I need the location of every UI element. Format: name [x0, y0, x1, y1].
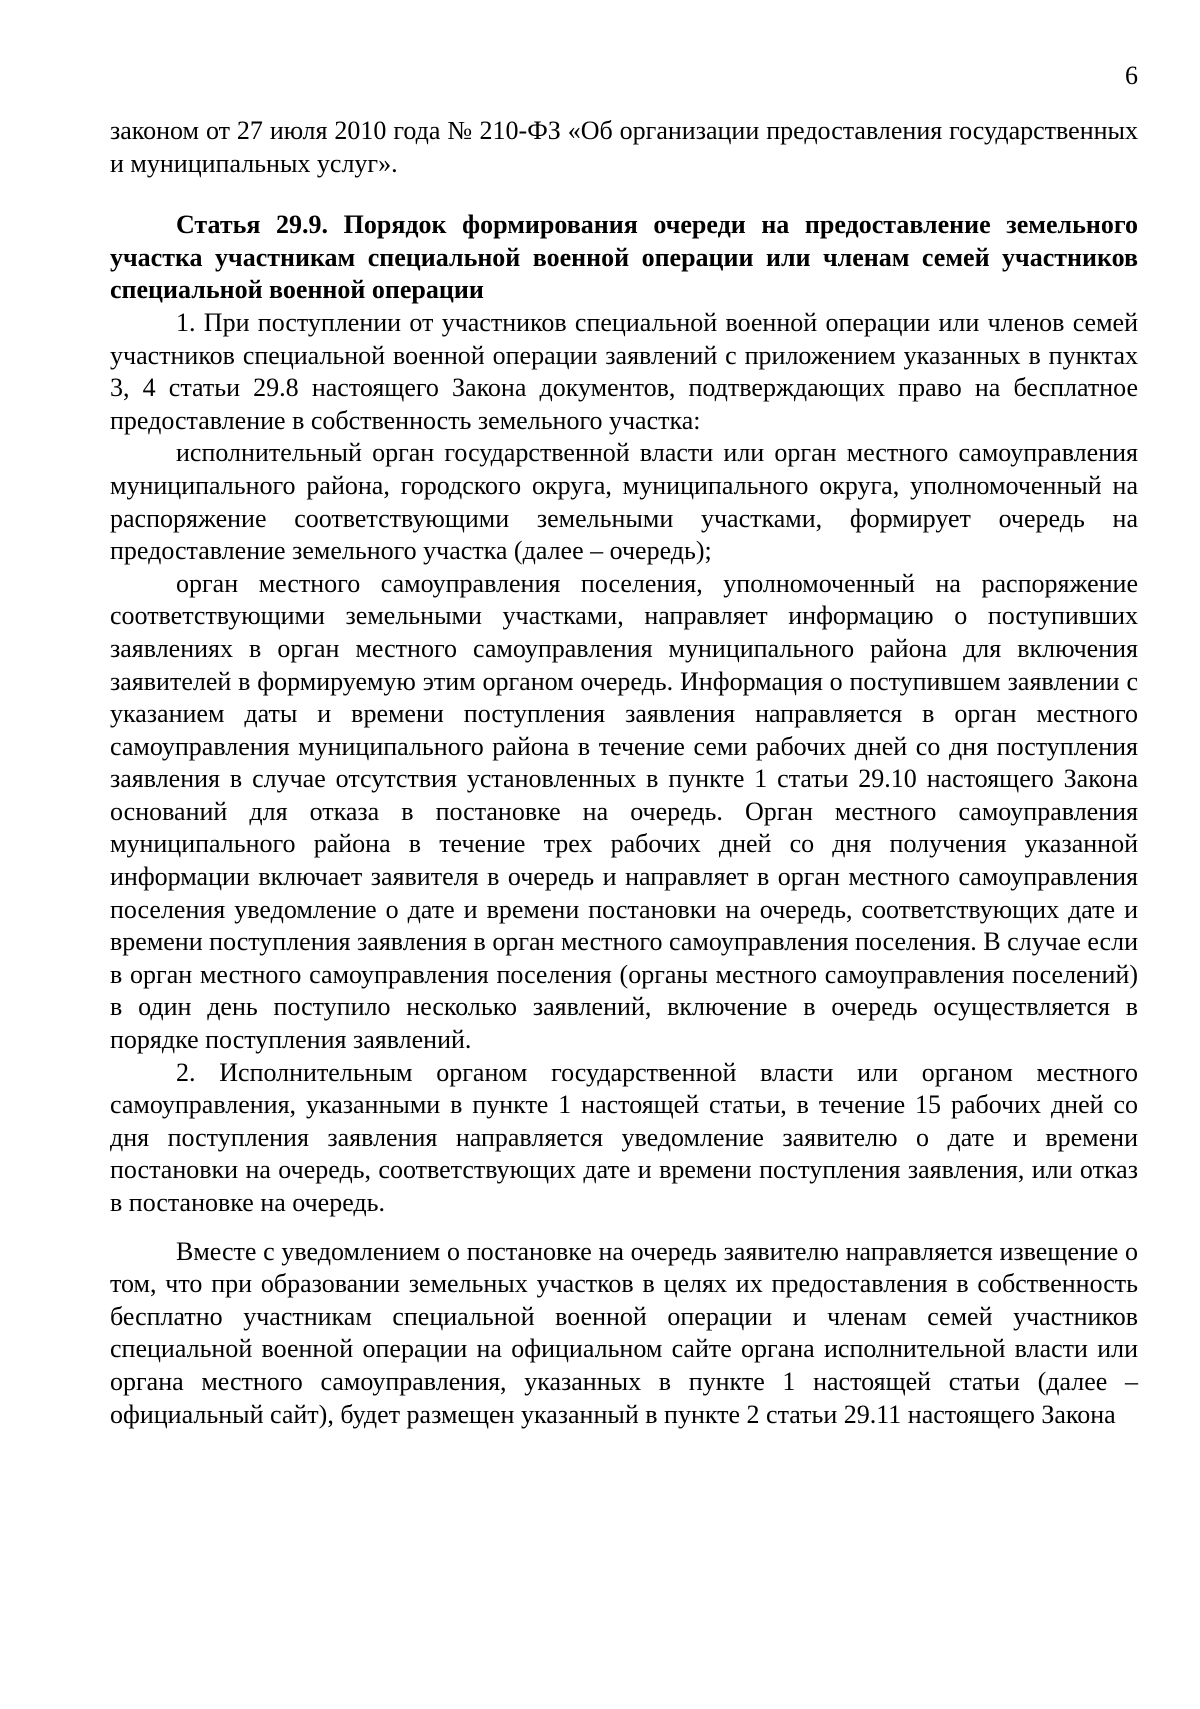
article-heading: Статья 29.9. Порядок формирования очереди на предоставление земельного участка участникам специальной военной операции или членам семей участников специальной военной операции: [110, 210, 1138, 305]
paragraph-executive-body: исполнительный орган государственной власти или орган местного самоуправления муниципального района, городского округа, муниципального округа, уполномоченный на распоряжение соответствующими земельными участками, формирует очередь на предоставление земельного участка (далее – очередь);: [110, 438, 1138, 566]
page-number: 6: [1125, 61, 1138, 90]
paragraph-clause-2: 2. Исполнительным органом государственной власти или органом местного самоуправления, указанными в пункте 1 настоящей статьи, в течение 15 рабочих дней со дня поступления заявления направляется уведомление заявителю о дате и времени постановки на очередь, соответствующих дате и времени поступления заявления, или отказ в постановке на очередь.: [110, 1057, 1138, 1217]
paragraph-notice: Вместе с уведомлением о постановке на очередь заявителю направляется извещение о том, что при образовании земельных участков в целях их предоставления в собственность бесплатно участникам специальной военной операции и членам семей участников специальной военной операции на официальном сайте органа исполнительной власти или органа местного самоуправления, указанных в пункте 1 настоящей статьи (далее – официальный сайт), будет размещен указанный в пункте 2 статьи 29.11 настоящего Закона: [110, 1236, 1138, 1429]
paragraph-clause-1: 1. При поступлении от участников специальной военной операции или членов семей участников специальной военной операции заявлений с приложением указанных в пунктах 3, 4 статьи 29.8 настоящего Закона документов, подтверждающих право на бесплатное предоставление в собственность земельного участка:: [110, 307, 1138, 435]
paragraph-continuation: законом от 27 июля 2010 года № 210-ФЗ «Об организации предоставления государственных и муниципальных услуг».: [110, 116, 1138, 178]
paragraph-settlement-body: орган местного самоуправления поселения, уполномоченный на распоряжение соответствующими земельными участками, направляет информацию о поступивших заявлениях в орган местного самоуправления муниципального района для включения заявителей в формируемую этим органом очередь. Информация о поступившем заявлении с указанием даты и времени поступления заявления направляется в орган местного самоуправления муниципального района в течение семи рабочих дней со дня поступления заявления в случае отсутствия установленных в пункте 1 статьи 29.10 настоящего Закона оснований для отказа в постановке на очередь. Орган местного самоуправления муниципального района в течение трех рабочих дней со дня получения указанной информации включает заявителя в очередь и направляет в орган местного самоуправления поселения уведомление о дате и времени постановки на очередь, соответствующих дате и времени поступления заявления в орган местного самоуправления поселения. В случае если в орган местного самоуправления поселения (органы местного самоуправления поселений) в один день поступило несколько заявлений, включение в очередь осуществляется в порядке поступления заявлений.: [110, 568, 1138, 1055]
document-body: [110, 115, 1138, 1431]
